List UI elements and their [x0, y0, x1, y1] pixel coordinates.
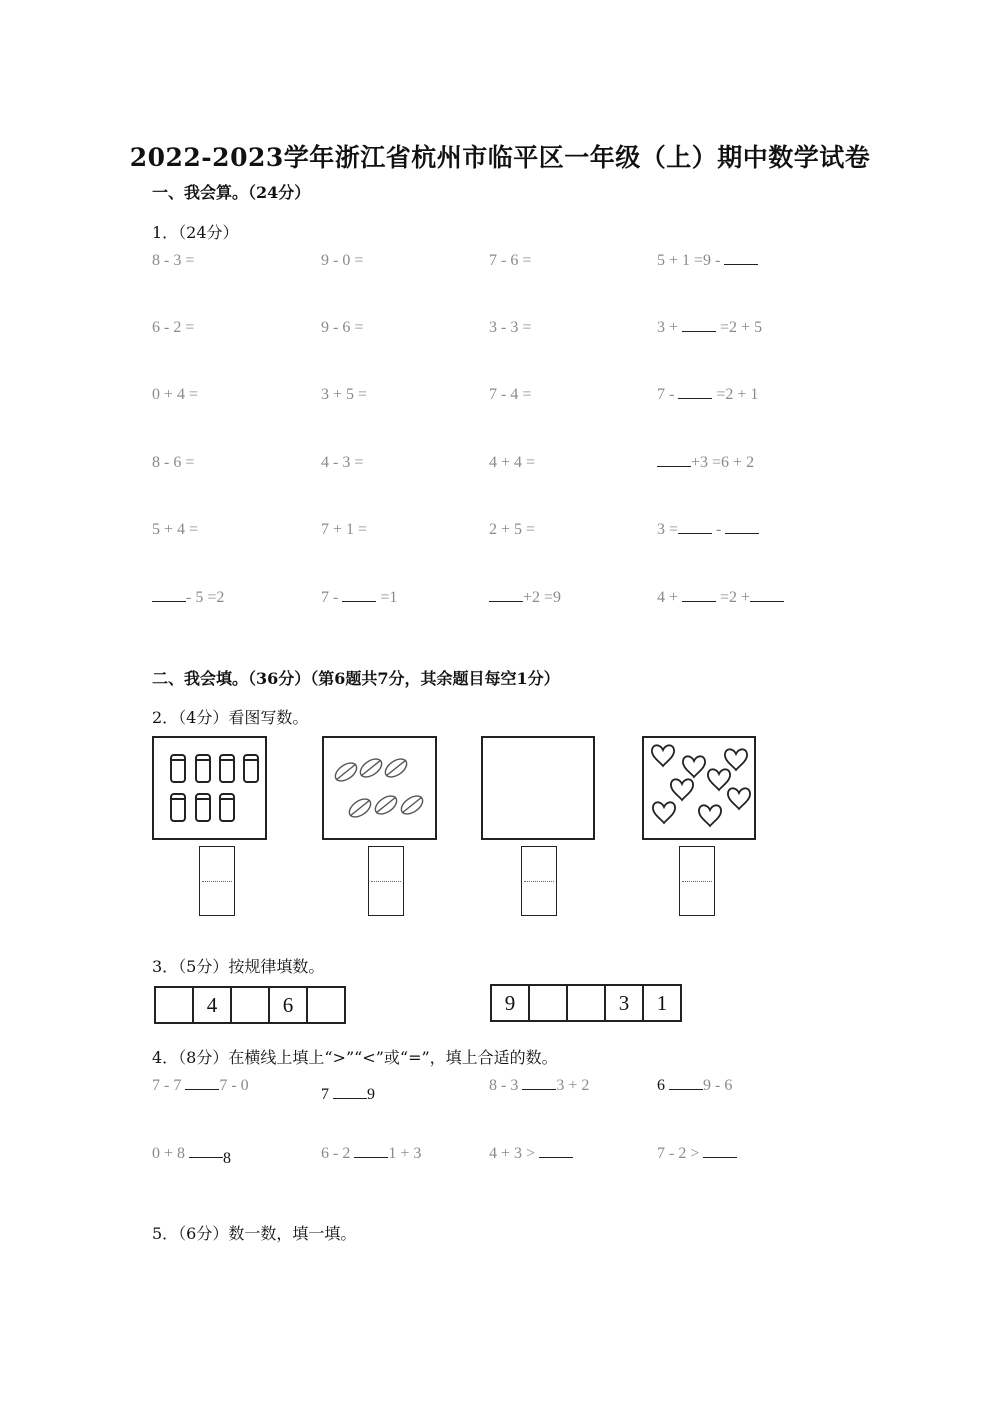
answer-slot[interactable] — [521, 846, 557, 916]
sequence-cell[interactable] — [308, 988, 344, 1022]
comparison: 7 - 7 7 - 0 — [152, 1077, 249, 1094]
answer-blank[interactable] — [678, 398, 712, 399]
answer-blank[interactable] — [185, 1089, 219, 1090]
equation: 7 + 1 = — [321, 521, 368, 538]
equation: 7 - 4 = — [489, 386, 532, 403]
heart-icon — [644, 738, 754, 838]
equation: 3 - 3 = — [489, 319, 532, 336]
sequence-cell: 4 — [194, 988, 232, 1022]
picture-box-cups — [152, 736, 267, 840]
number-sequence-2 — [490, 984, 682, 1022]
question-4-label: 4．（8分）在横线上填上“>”“<”或“=”，填上合适的数。 — [152, 1048, 558, 1067]
sequence-cell: 6 — [270, 988, 308, 1022]
answer-blank[interactable] — [703, 1157, 737, 1158]
question-1-label: 1．（24分） — [152, 223, 239, 242]
comparison: 0 + 8 8 — [152, 1145, 232, 1167]
equation: 8 - 3 = — [152, 252, 195, 269]
equation: 0 + 4 = — [152, 386, 199, 403]
question-3-label: 3．（5分）按规律填数。 — [152, 957, 325, 976]
comparison: 6 9 - 6 — [657, 1077, 733, 1094]
paper-title: 2022-2023学年浙江省杭州市临平区一年级（上）期中数学试卷 — [129, 143, 871, 172]
answer-blank[interactable] — [678, 533, 712, 534]
equation: 5 + 1 =9 - — [657, 252, 758, 270]
comparison: 4 + 3 > — [489, 1145, 573, 1163]
picture-box-empty — [481, 736, 595, 840]
section-1-heading: 一、我会算。（24分） — [152, 183, 311, 202]
equation: +2 =9 — [489, 589, 561, 607]
answer-blank[interactable] — [750, 601, 784, 602]
answer-blank[interactable] — [669, 1089, 703, 1090]
comparison: 6 - 2 1 + 3 — [321, 1145, 422, 1162]
equation: 3 = - — [657, 521, 759, 539]
equation: - 5 =2 — [152, 589, 224, 607]
sequence-cell: 1 — [656, 991, 668, 1015]
sequence-cell[interactable] — [530, 986, 568, 1020]
answer-blank[interactable] — [682, 331, 716, 332]
equation: 5 + 4 = — [152, 521, 199, 538]
cups-icon — [154, 738, 265, 838]
answer-blank[interactable] — [725, 533, 759, 534]
equation: +3 =6 + 2 — [657, 454, 754, 472]
equation: 3 + =2 + 5 — [657, 319, 763, 336]
sequence-cell: 9 — [492, 986, 530, 1020]
equation: 7 - =1 — [321, 589, 398, 606]
answer-slot[interactable] — [199, 846, 235, 916]
sequence-cell: 3 — [606, 986, 644, 1020]
sequence-cell[interactable] — [232, 988, 270, 1022]
answer-blank[interactable] — [539, 1157, 573, 1158]
answer-blank[interactable] — [189, 1157, 223, 1158]
question-2-label: 2．（4分）看图写数。 — [152, 708, 309, 727]
answer-blank[interactable] — [682, 601, 716, 602]
answer-blank[interactable] — [489, 601, 523, 602]
picture-box-leaves — [322, 736, 437, 840]
answer-blank[interactable] — [657, 466, 691, 467]
equation: 2 + 5 = — [489, 521, 536, 538]
sequence-cell[interactable] — [568, 986, 606, 1020]
section-2-heading: 二、我会填。（36分）（第6题共7分，其余题目每空1分） — [152, 669, 560, 688]
sequence-cell[interactable] — [156, 988, 194, 1022]
comparison: 8 - 3 3 + 2 — [489, 1077, 590, 1094]
equation: 4 + =2 + — [657, 589, 784, 607]
picture-box-hearts — [642, 736, 756, 840]
answer-slot[interactable] — [679, 846, 715, 916]
equation: 3 + 5 = — [321, 386, 368, 403]
equation: 7 - 6 = — [489, 252, 532, 269]
answer-blank[interactable] — [342, 601, 376, 602]
answer-blank[interactable] — [333, 1098, 367, 1099]
question-5-label: 5．（6分）数一数，填一填。 — [152, 1224, 357, 1243]
number-sequence-1 — [154, 986, 346, 1024]
equation: 9 - 0 = — [321, 252, 364, 269]
equation: 7 - =2 + 1 — [657, 386, 759, 403]
equation: 4 - 3 = — [321, 454, 364, 471]
leaf-icon — [324, 738, 435, 838]
equation: 4 + 4 = — [489, 454, 536, 471]
answer-blank[interactable] — [354, 1157, 388, 1158]
answer-slot[interactable] — [368, 846, 404, 916]
equation: 8 - 6 = — [152, 454, 195, 471]
comparison: 7 9 — [321, 1086, 375, 1103]
answer-blank[interactable] — [152, 601, 186, 602]
equation: 9 - 6 = — [321, 319, 364, 336]
answer-blank[interactable] — [522, 1089, 556, 1090]
comparison: 7 - 2 > — [657, 1145, 737, 1163]
equation: 6 - 2 = — [152, 319, 195, 336]
answer-blank[interactable] — [724, 264, 758, 265]
